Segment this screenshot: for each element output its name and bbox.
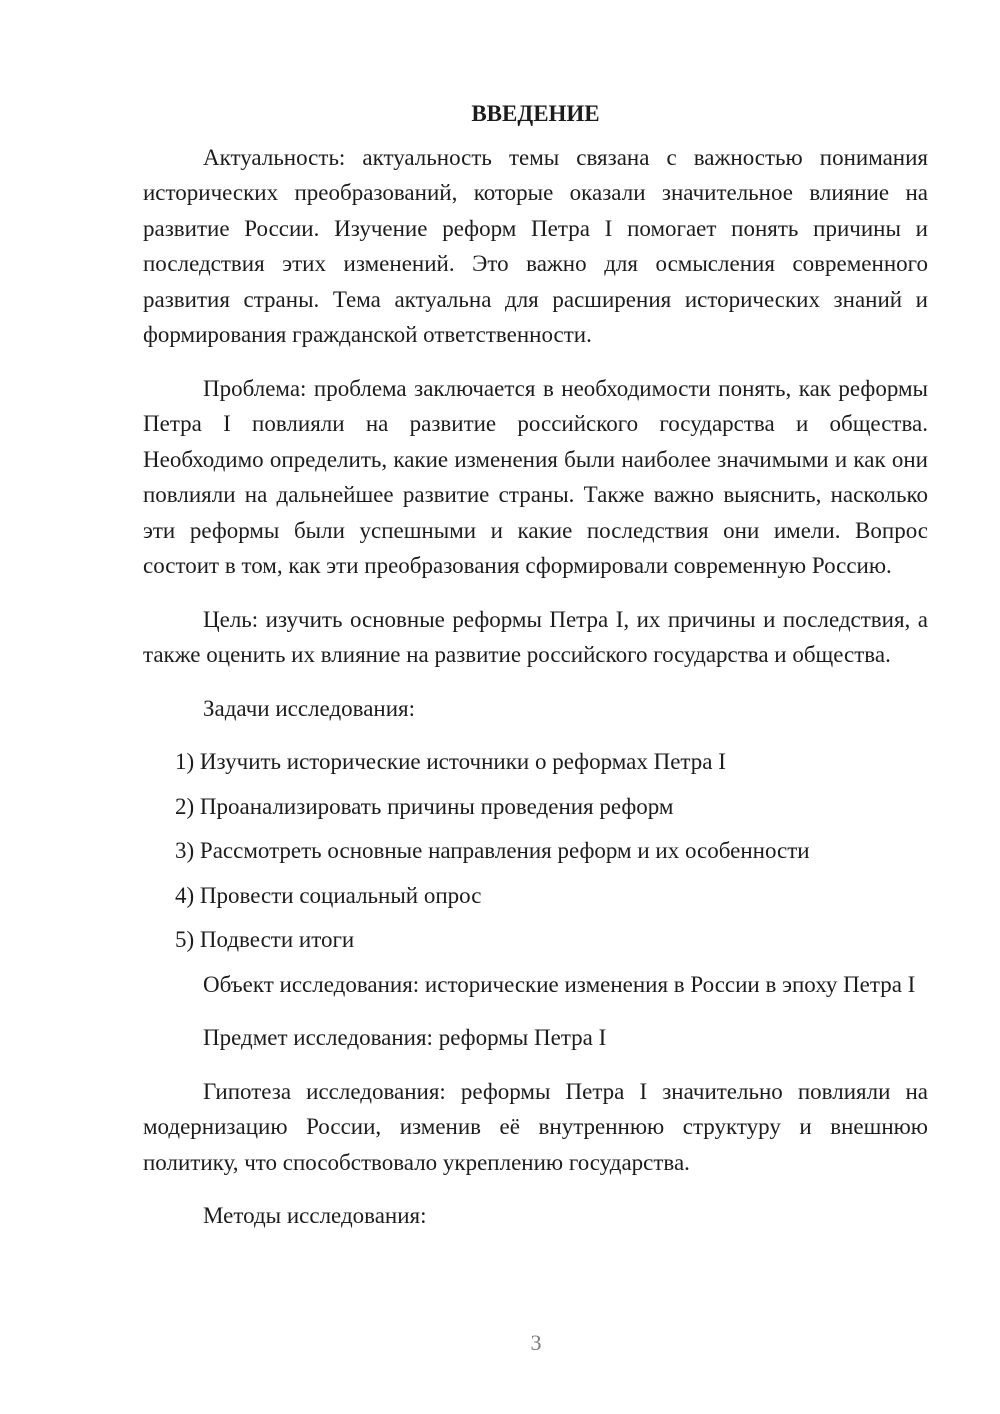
section-title: ВВЕДЕНИЕ: [471, 101, 600, 126]
tasks-heading: Задачи исследования:: [203, 695, 416, 721]
goal-paragraph: Цель: изучить основные реформы Петра I, их причины и последствия, а также оценить их влияние на развитие российского государства и общества.: [143, 606, 928, 667]
tasks-list: [143, 744, 928, 958]
task-item: 3) Рассмотреть основные направления реформ и их особенности: [175, 838, 810, 863]
page-content: [143, 96, 928, 1252]
methods-heading: Методы исследования:: [203, 1203, 427, 1228]
problem-paragraph: Проблема: проблема заключается в необходимости понять, как реформы Петра I повлияли на развитие российского государства и общества. Необходимо определить, какие изменения были наиболее значимыми и как они повлияли на дальнейшее развитие страны. Также важно выяснить, насколько эти реформы были успешными и какие последствия они имели. Вопрос состоит в том, как эти преобразования сформировали современную Россию.: [143, 375, 928, 578]
task-item: 2) Проанализировать причины проведения реформ: [175, 793, 674, 819]
subject-paragraph: Предмет исследования: реформы Петра I: [203, 1025, 607, 1050]
task-item: 1) Изучить исторические источники о реформах Петра I: [175, 749, 726, 774]
page-number: 3: [530, 1330, 542, 1355]
object-paragraph: Объект исследования: исторические изменения в России в эпоху Петра I: [203, 971, 916, 997]
task-item: 5) Подвести итоги: [175, 927, 355, 952]
relevance-paragraph: Актуальность: актуальность темы связана с важностью понимания исторических преобразований, которые оказали значительное влияние на развитие России. Изучение реформ Петра I помогает понять причины и последствия этих изменений. Это важно для осмысления современного развития страны. Тема актуальна для расширения исторических знаний и формирования гражданской ответственности.: [143, 144, 928, 347]
hypothesis-paragraph: Гипотеза исследования: реформы Петра I значительно повлияли на модернизацию России, изменив её внутреннюю структуру и внешнюю политику, что способствовало укреплению государства.: [143, 1078, 928, 1175]
task-item: 4) Провести социальный опрос: [175, 882, 482, 908]
